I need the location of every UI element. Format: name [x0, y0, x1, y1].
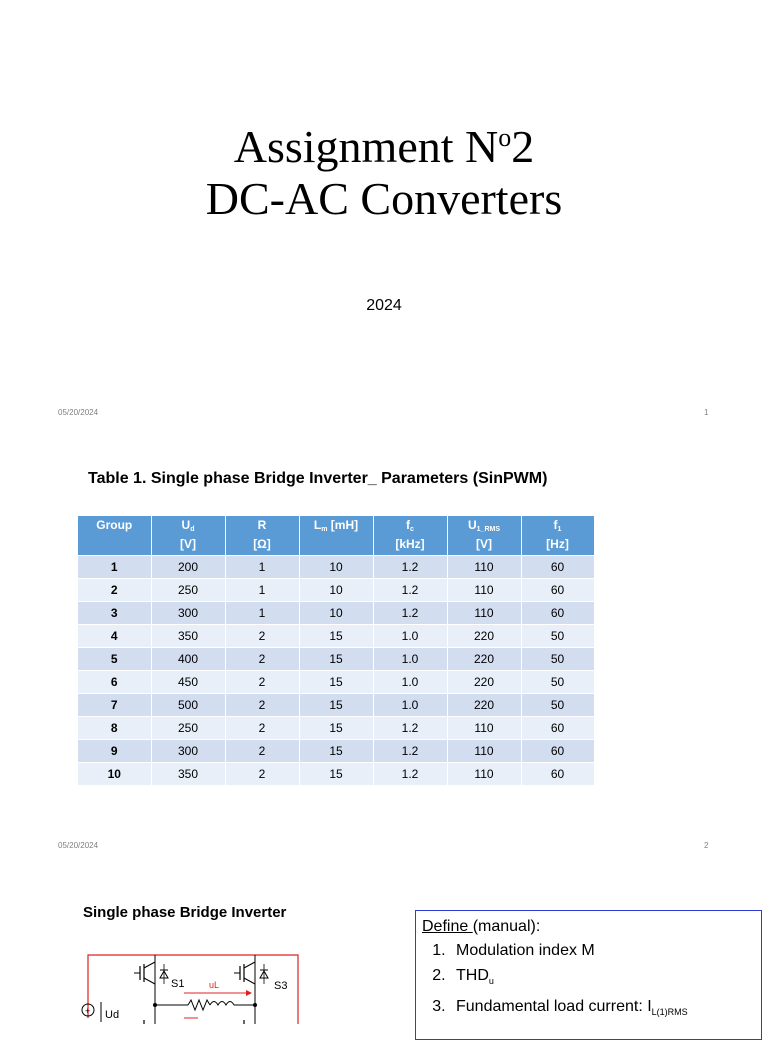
table-cell: 8 [78, 717, 151, 740]
table-cell: 5 [78, 648, 151, 671]
parameters-table [78, 516, 595, 785]
define-list [422, 938, 755, 1025]
table-cell: 1 [225, 602, 299, 625]
table-cell: 15 [299, 763, 373, 786]
slide1-title [0, 112, 768, 225]
table-row [78, 694, 594, 717]
table-row [78, 648, 594, 671]
list-item [450, 963, 755, 994]
table-header-cell: Group [78, 516, 151, 556]
table-cell: 1.0 [373, 625, 447, 648]
table-body [78, 556, 594, 786]
table-cell: 10 [78, 763, 151, 786]
title-number: 2 [511, 121, 535, 172]
table-cell: 2 [225, 694, 299, 717]
table-cell: 2 [78, 579, 151, 602]
switch-s1-icon [134, 962, 168, 984]
table-cell: 400 [151, 648, 225, 671]
table-cell: 4 [78, 625, 151, 648]
table-cell: 110 [447, 602, 521, 625]
table-row [78, 671, 594, 694]
table-cell: 110 [447, 717, 521, 740]
table-cell: 1.2 [373, 579, 447, 602]
table-cell: 60 [521, 717, 594, 740]
table-cell: 1 [78, 556, 151, 579]
table-cell: 9 [78, 740, 151, 763]
table-cell: 2 [225, 763, 299, 786]
table-cell: 10 [299, 602, 373, 625]
table-cell: 220 [447, 625, 521, 648]
table-cell: 250 [151, 579, 225, 602]
table-cell: 200 [151, 556, 225, 579]
table-cell: 1.2 [373, 763, 447, 786]
table-header-cell: Lm [mH] [299, 516, 373, 556]
table-cell: 300 [151, 602, 225, 625]
label-ud: Ud [105, 1009, 120, 1021]
table-title: Table 1. Single phase Bridge Inverter_ Parameters (SinPWM) [88, 470, 548, 487]
dc-source-icon [82, 1002, 101, 1022]
table-cell: 6 [78, 671, 151, 694]
label-ul: uL [209, 980, 220, 990]
table-cell: 1.2 [373, 717, 447, 740]
table-cell: 1.0 [373, 648, 447, 671]
table-header-cell: U1_RMS [V] [447, 516, 521, 556]
table-cell: 60 [521, 556, 594, 579]
define-header [422, 916, 755, 938]
table-cell: 60 [521, 763, 594, 786]
table-cell: 15 [299, 694, 373, 717]
table-cell: 2 [225, 625, 299, 648]
table-cell: 110 [447, 579, 521, 602]
table-cell: 3 [78, 602, 151, 625]
page-number-2: 2 [704, 841, 709, 850]
table-row [78, 763, 594, 786]
table-cell: 110 [447, 740, 521, 763]
year: 2024 [366, 297, 402, 314]
table-cell: 1 [225, 556, 299, 579]
title-line-2: DC-AC Converters [205, 173, 563, 224]
bridge-inverter-circuit [78, 938, 308, 1024]
table-row [78, 740, 594, 763]
table-cell: 50 [521, 648, 594, 671]
define-word: Define [422, 918, 473, 935]
table-cell: 220 [447, 671, 521, 694]
item-sub: L(1)RMS [651, 1007, 688, 1017]
table-cell: 2 [225, 740, 299, 763]
table-cell: 15 [299, 648, 373, 671]
item-sub: u [488, 976, 494, 986]
table-cell: 2 [225, 671, 299, 694]
title-sup: o [498, 123, 512, 152]
table-cell: 2 [225, 648, 299, 671]
table-cell: 15 [299, 740, 373, 763]
table-cell: 50 [521, 694, 594, 717]
slide3-title: Single phase Bridge Inverter [83, 904, 287, 921]
list-item [450, 938, 755, 963]
table-cell: 350 [151, 763, 225, 786]
table-cell: 60 [521, 579, 594, 602]
table-cell: 500 [151, 694, 225, 717]
item-text: THD [456, 967, 489, 984]
table-cell: 1 [225, 579, 299, 602]
table-header-cell: f1 [Hz] [521, 516, 594, 556]
table-header-cell: fc [kHz] [373, 516, 447, 556]
label-plus: + [85, 1006, 91, 1016]
table-row [78, 556, 594, 579]
table-cell: 350 [151, 625, 225, 648]
table-cell: 50 [521, 671, 594, 694]
table-cell: 1.0 [373, 694, 447, 717]
list-item [450, 994, 755, 1025]
table-cell: 1.2 [373, 740, 447, 763]
page-number-1: 1 [704, 408, 709, 417]
table-cell: 50 [521, 625, 594, 648]
table-header-cell: Ud [V] [151, 516, 225, 556]
table-row [78, 717, 594, 740]
item-text: Modulation index M [456, 942, 595, 959]
table-header-cell: R [Ω] [225, 516, 299, 556]
table-header-row [78, 516, 594, 556]
table-cell: 15 [299, 671, 373, 694]
table-cell: 220 [447, 648, 521, 671]
table-cell: 15 [299, 717, 373, 740]
table-row [78, 579, 594, 602]
table-cell: 2 [225, 717, 299, 740]
define-suffix: (manual): [472, 918, 541, 935]
table-cell: 60 [521, 602, 594, 625]
table-cell: 110 [447, 763, 521, 786]
table-cell: 450 [151, 671, 225, 694]
table-cell: 220 [447, 694, 521, 717]
table-cell: 110 [447, 556, 521, 579]
table-cell: 300 [151, 740, 225, 763]
label-s3: S3 [274, 980, 288, 992]
footer-date-1: 05/20/2024 [58, 408, 99, 417]
title-main: Assignment N [233, 121, 499, 172]
table-cell: 250 [151, 717, 225, 740]
table-cell: 7 [78, 694, 151, 717]
define-box [415, 910, 762, 1040]
title-line-1 [0, 112, 768, 173]
table-cell: 10 [299, 556, 373, 579]
label-s1: S1 [171, 978, 185, 990]
table-cell: 15 [299, 625, 373, 648]
footer-date-2: 05/20/2024 [58, 841, 99, 850]
table-cell: 1.2 [373, 602, 447, 625]
table-cell: 10 [299, 579, 373, 602]
table-cell: 60 [521, 740, 594, 763]
table-row [78, 625, 594, 648]
table-cell: 1.0 [373, 671, 447, 694]
item-text: Fundamental load current: I [456, 998, 652, 1015]
table-row [78, 602, 594, 625]
switch-s3-icon [234, 962, 268, 984]
table-cell: 1.2 [373, 556, 447, 579]
